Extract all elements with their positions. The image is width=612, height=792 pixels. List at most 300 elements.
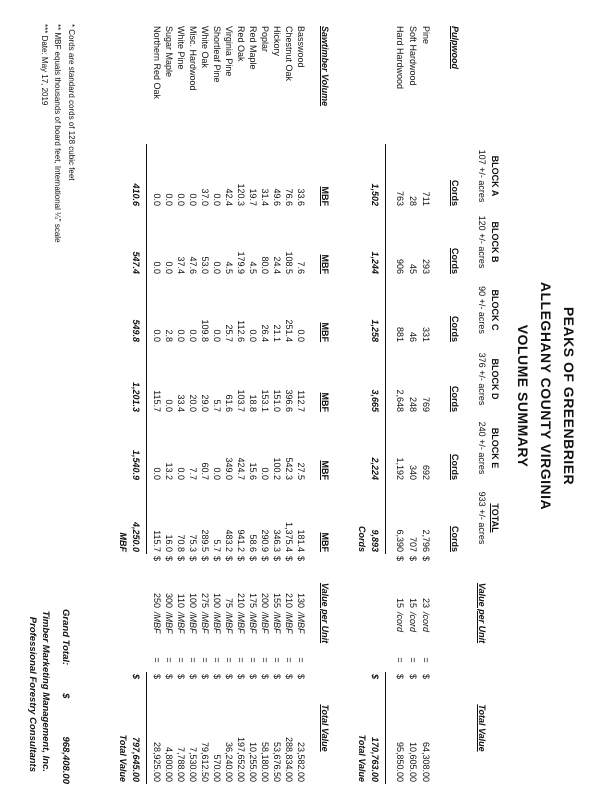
footnote-cords: * Cords are standard cords of 128 cubic feet: [67, 24, 76, 181]
volume-value-cell: 906: [395, 258, 405, 274]
volume-total-cell: 70.8: [176, 534, 186, 552]
currency-symbol: $: [272, 674, 282, 680]
sawtimber-rows: [151, 24, 307, 784]
unit-rate-cell: 100: [188, 592, 198, 608]
volume-value-cell: 28: [408, 195, 418, 206]
rate-unit-cell: /MBF: [260, 612, 270, 634]
pulpwood-totals-row: [369, 24, 386, 784]
row-total-value-cell: 570.00: [212, 754, 222, 782]
currency-symbol: $: [248, 556, 258, 562]
block-a-header: BLOCK A: [490, 155, 500, 197]
empty-cell: [449, 672, 464, 784]
unit-rate-cell: 175: [248, 592, 258, 608]
sawtimber-total-value: 797,645.00: [130, 692, 147, 784]
row-total-value-cell: 64,308.00: [421, 741, 431, 782]
species-row: [295, 24, 307, 784]
volume-value-cell: 0.0: [152, 329, 162, 342]
volume-value-cell: 293: [421, 258, 431, 274]
volume-value-cell: 0.0: [164, 261, 174, 274]
equals-symbol: =: [284, 657, 294, 663]
empty-cell: [369, 24, 386, 144]
unit-rate-cell: 23: [421, 597, 431, 608]
total-column-header: TOTAL: [490, 503, 500, 533]
volume-value-cell: 33.6: [296, 188, 306, 206]
empty-cell: [476, 24, 489, 144]
volume-value-cell: 0.0: [164, 193, 174, 206]
pulpwood-rows: [394, 24, 433, 784]
sawtimber-total-block-e: 1,540.9: [130, 414, 147, 482]
block-c-header: BLOCK C: [490, 289, 500, 331]
volume-total-cell: 16.0: [164, 534, 174, 552]
volume-total-cell: 75.3: [188, 534, 198, 552]
species-row: [420, 24, 433, 784]
volume-total-cell: 6,390: [395, 529, 405, 552]
row-total-value-cell: 28,925.00: [152, 741, 162, 782]
title-line-3: VOLUME SUMMARY: [515, 324, 531, 468]
row-total-value-cell: 197,652.00: [236, 736, 246, 782]
volume-value-cell: 0.0: [212, 467, 222, 480]
volume-total-cell: 707: [408, 536, 418, 552]
volume-total-cell: 346.3: [272, 529, 282, 552]
spacer: [386, 24, 395, 784]
species-row: [394, 24, 407, 784]
currency-symbol: $: [212, 556, 222, 562]
volume-value-cell: 248: [408, 396, 418, 412]
species-name-cell: Hard Hardwood: [395, 26, 405, 90]
currency-symbol: $: [200, 556, 210, 562]
block-e-acres: 240 +/- acres: [477, 421, 487, 475]
volume-value-cell: 49.6: [272, 188, 282, 206]
currency-symbol: $: [296, 674, 306, 680]
volume-value-cell: 45: [408, 263, 418, 274]
currency-symbol: $: [188, 674, 198, 680]
volume-total-cell: 181.4: [296, 529, 306, 552]
volume-value-cell: 15.6: [248, 462, 258, 480]
grand-total-label: Grand Total:: [60, 609, 71, 666]
species-name-cell: Red Oak: [236, 26, 246, 62]
pulpwood-total-value: 170,763.00: [369, 692, 386, 784]
spacer-row: [433, 24, 449, 784]
volume-value-cell: 349.0: [224, 457, 234, 480]
unit-rate-cell: 275: [200, 592, 210, 608]
title-line-1: PEAKS OF GREENBRIER: [561, 306, 577, 486]
currency-symbol: $: [421, 674, 431, 680]
currency-symbol: $: [152, 556, 162, 562]
volume-value-cell: 153.1: [260, 389, 270, 412]
species-row: [283, 24, 295, 784]
currency-symbol: $: [224, 556, 234, 562]
volume-value-cell: 0.0: [176, 329, 186, 342]
currency-symbol: $: [296, 556, 306, 562]
pulpwood-totals-label-row: [356, 24, 369, 784]
cords-subheader: Cords: [450, 315, 460, 342]
grand-total-amount: 968,408.00: [60, 736, 71, 784]
row-total-value-cell: 36,240.00: [224, 741, 234, 782]
company-name: Timber Marketing Management, Inc.: [40, 610, 51, 772]
species-name-cell: Northern Red Oak: [152, 26, 162, 100]
empty-cell: [356, 554, 369, 672]
empty-cell: [356, 24, 369, 482]
currency-symbol: $: [164, 674, 174, 680]
equals-symbol: =: [188, 657, 198, 663]
company-signature: [26, 24, 52, 772]
volume-value-cell: 0.0: [212, 261, 222, 274]
rate-unit-cell: /MBF: [188, 612, 198, 634]
species-name-cell: Red Maple: [248, 26, 258, 70]
corner-empty-cell: [489, 24, 502, 144]
volume-value-cell: 112.7: [296, 390, 306, 412]
rate-unit-cell: /MBF: [200, 612, 210, 634]
species-name-cell: Basswood: [296, 26, 306, 68]
volume-value-cell: 0.0: [152, 261, 162, 274]
volume-value-cell: 46: [408, 331, 418, 342]
species-row: [151, 24, 163, 784]
volume-value-cell: 112.6: [236, 320, 246, 342]
equals-symbol: =: [176, 657, 186, 663]
pulpwood-section-label: Pulpwood: [450, 26, 460, 69]
currency-symbol: $: [284, 556, 294, 562]
empty-cell: [117, 24, 130, 482]
sawtimber-total-block-b: 547.4: [130, 208, 147, 276]
currency-symbol: $: [212, 674, 222, 680]
pulpwood-total-unit-label: Cords: [357, 525, 367, 552]
volume-value-cell: 13.2: [164, 462, 174, 480]
pulpwood-total-block-d: 3,665: [369, 344, 386, 414]
value-per-unit-header: Value per Unit: [477, 582, 487, 644]
equals-symbol: =: [212, 657, 222, 663]
unit-rate-cell: 250: [152, 592, 162, 608]
spacer: [307, 24, 319, 784]
volume-value-cell: 0.0: [152, 193, 162, 206]
volume-value-cell: 25.7: [224, 324, 234, 342]
rate-unit-cell: /MBF: [272, 612, 282, 634]
currency-symbol: $: [272, 556, 282, 562]
empty-cell: [449, 554, 464, 672]
cords-subheader: Cords: [450, 453, 460, 480]
currency-symbol: $: [395, 556, 405, 562]
volume-value-cell: 80.0: [260, 256, 270, 274]
volume-total-cell: 941.2: [236, 529, 246, 552]
spacer: [433, 24, 449, 784]
volume-value-cell: 109.8: [200, 319, 210, 342]
volume-value-cell: 2.8: [164, 329, 174, 342]
currency-symbol: $: [224, 674, 234, 680]
species-row: [187, 24, 199, 784]
species-row: [211, 24, 223, 784]
row-total-value-cell: 288,834.00: [284, 736, 294, 782]
rate-unit-cell: /MBF: [176, 612, 186, 634]
currency-symbol: $: [284, 674, 294, 680]
unit-rate-cell: 130: [296, 592, 306, 608]
volume-value-cell: 340: [408, 464, 418, 480]
pulpwood-total-all-blocks: 9,893: [369, 482, 386, 554]
volume-value-cell: 19.7: [248, 188, 258, 206]
row-total-value-cell: 10,255.00: [248, 741, 258, 782]
species-name-cell: Pine: [421, 26, 431, 45]
currency-symbol: $: [200, 674, 210, 680]
pulpwood-total-block-e: 2,224: [369, 414, 386, 482]
spacer-row: [464, 24, 476, 784]
volume-value-cell: 0.0: [248, 329, 258, 342]
pulpwood-total-block-b: 1,244: [369, 208, 386, 276]
volume-value-cell: 0.0: [176, 467, 186, 480]
block-b-acres: 120 +/- acres: [477, 215, 487, 269]
row-total-value-cell: 79,612.50: [200, 741, 210, 782]
volume-value-cell: 7.6: [296, 261, 306, 274]
rate-unit-cell: /MBF: [296, 612, 306, 634]
species-name-cell: Shortleaf Pine: [212, 26, 222, 83]
row-total-value-cell: 4,800.00: [164, 746, 174, 782]
volume-value-cell: 60.7: [200, 462, 210, 480]
volume-value-cell: 27.5: [296, 462, 306, 480]
volume-value-cell: 0.0: [188, 193, 198, 206]
species-row: [163, 24, 175, 784]
pulpwood-total-block-a: 1,502: [369, 144, 386, 208]
document-title: [511, 0, 580, 792]
equals-symbol: =: [260, 657, 270, 663]
volume-value-cell: 0.0: [152, 467, 162, 480]
currency-symbol: $: [176, 674, 186, 680]
spacer: [464, 24, 476, 784]
volume-total-cell: 2,796: [421, 529, 431, 552]
spacer-row: [307, 24, 319, 784]
title-line-2: ALLEGHANY COUNTY VIRGINIA: [538, 281, 554, 511]
volume-total-cell: 290.9: [260, 529, 270, 552]
sawtimber-total-value-label: Total Value: [118, 734, 128, 782]
volume-value-cell: 151.0: [272, 389, 282, 412]
equals-symbol: =: [164, 657, 174, 663]
volume-value-cell: 396.6: [284, 389, 294, 412]
currency-symbol: $: [130, 672, 147, 692]
mbf-subheader: MBF: [320, 322, 330, 342]
species-row: [259, 24, 271, 784]
equals-symbol: =: [395, 657, 405, 663]
volume-value-cell: 61.6: [224, 394, 234, 412]
sawtimber-totals-row: [130, 24, 147, 784]
species-name-cell: Misc. Hardwood: [188, 26, 198, 91]
volume-value-cell: 881: [395, 326, 405, 342]
currency-symbol: $: [164, 556, 174, 562]
currency-symbol: $: [260, 674, 270, 680]
species-name-cell: Soft Hardwood: [408, 26, 418, 86]
volume-value-cell: 120.3: [236, 183, 246, 206]
volume-value-cell: 26.4: [260, 324, 270, 342]
volume-value-cell: 0.0: [260, 467, 270, 480]
currency-symbol: $: [369, 672, 386, 692]
volume-value-cell: 33.4: [176, 394, 186, 412]
volume-value-cell: 76.6: [284, 188, 294, 206]
mbf-subheader: MBF: [320, 254, 330, 274]
block-d-header: BLOCK D: [490, 358, 500, 400]
species-name-cell: Hickory: [272, 26, 282, 57]
volume-value-cell: 18.8: [248, 394, 258, 412]
volume-value-cell: 31.4: [260, 188, 270, 206]
sawtimber-total-value-header: Total Value: [320, 704, 330, 752]
sawtimber-totals-section: [117, 24, 151, 784]
empty-cell: [130, 24, 147, 144]
sawtimber-section-label: Sawtimber Volume: [320, 26, 330, 107]
volume-value-cell: 692: [421, 464, 431, 480]
species-row: [407, 24, 420, 784]
pulpwood-total-value-label: Total Value: [357, 734, 367, 782]
grand-total-currency: $: [60, 693, 71, 699]
unit-rate-cell: 155: [272, 592, 282, 608]
equals-symbol: =: [272, 657, 282, 663]
volume-value-cell: 37.4: [176, 256, 186, 274]
volume-value-cell: 0.0: [212, 193, 222, 206]
mbf-subheader: MBF: [320, 460, 330, 480]
row-total-value-cell: 53,676.50: [272, 741, 282, 782]
currency-symbol: $: [395, 674, 405, 680]
equals-symbol: =: [236, 657, 246, 663]
sawtimber-total-block-a: 410.6: [130, 144, 147, 208]
currency-symbol: $: [188, 556, 198, 562]
unit-rate-cell: 15: [395, 597, 405, 608]
volume-value-cell: 542.3: [284, 457, 294, 480]
unit-rate-cell: 200: [260, 592, 270, 608]
volume-value-cell: 29.0: [200, 394, 210, 412]
species-name-cell: Sugar Maple: [164, 26, 174, 78]
volume-total-cell: 58.6: [248, 534, 258, 552]
empty-cell: [117, 554, 130, 672]
equals-symbol: =: [421, 657, 431, 663]
sawtimber-total-all-blocks: 4,250.0: [130, 482, 147, 554]
block-name-header-row: [489, 24, 502, 784]
species-name-cell: Chestnut Oak: [284, 26, 294, 82]
sawtimber-section-header-row: [319, 24, 334, 784]
block-c-acres: 90 +/- acres: [477, 286, 487, 334]
row-total-value-cell: 7,530.00: [188, 746, 198, 782]
pulpwood-totals-section: [307, 24, 394, 784]
rate-unit-cell: /MBF: [224, 612, 234, 634]
block-b-header: BLOCK B: [490, 221, 500, 263]
volume-value-cell: 5.7: [212, 399, 222, 412]
species-row: [223, 24, 235, 784]
volume-summary-table: [117, 24, 502, 784]
volume-value-cell: 24.4: [272, 256, 282, 274]
pulpwood-total-block-c: 1,258: [369, 276, 386, 344]
volume-total-cell: 1,375.4: [284, 521, 294, 552]
footnote-mbf: ** MBF equals thousands of board feet, International ¼" scale: [53, 24, 63, 243]
cords-subheader: Cords: [450, 385, 460, 412]
rate-unit-cell: /MBF: [284, 612, 294, 634]
species-row: [247, 24, 259, 784]
volume-value-cell: 1,192: [395, 457, 405, 480]
unit-rate-cell: 300: [164, 592, 174, 608]
volume-value-cell: 7.7: [188, 467, 198, 480]
rate-unit-cell: /MBF: [212, 612, 222, 634]
volume-value-cell: 100.2: [272, 457, 282, 480]
volume-value-cell: 21.1: [272, 324, 282, 342]
block-a-acres: 107 +/- acres: [477, 149, 487, 203]
sawtimber-total-block-c: 549.8: [130, 276, 147, 344]
row-total-value-cell: 23,582.00: [296, 741, 306, 782]
rate-unit-cell: /cord: [395, 612, 405, 633]
volume-value-cell: 179.9: [236, 251, 246, 274]
company-tagline: Professional Forestry Consultants: [27, 616, 38, 772]
unit-rate-cell: 210: [284, 592, 294, 608]
spacer-row: [386, 24, 395, 784]
equals-symbol: =: [152, 657, 162, 663]
unit-rate-cell: 110: [176, 593, 186, 608]
volume-value-cell: 47.6: [188, 256, 198, 274]
currency-symbol: $: [248, 674, 258, 680]
currency-symbol: $: [236, 556, 246, 562]
row-total-value-cell: 58,180.00: [260, 741, 270, 782]
unit-rate-cell: 210: [236, 592, 246, 608]
sawtimber-total-unit-label: MBF: [118, 532, 128, 552]
cords-subheader: Cords: [450, 179, 460, 206]
species-name-cell: Poplar: [260, 26, 270, 53]
rate-unit-cell: /MBF: [152, 612, 162, 634]
volume-value-cell: 2,648: [395, 389, 405, 412]
block-d-acres: 376 +/- acres: [477, 352, 487, 406]
header-section: [433, 24, 502, 784]
volume-value-cell: 331: [421, 326, 431, 342]
currency-symbol: $: [152, 674, 162, 680]
volume-total-cell: 483.2: [224, 529, 234, 552]
rate-unit-cell: /cord: [408, 612, 418, 633]
species-row: [175, 24, 187, 784]
currency-symbol: $: [421, 556, 431, 562]
unit-rate-cell: 15: [408, 597, 418, 608]
currency-symbol: $: [408, 556, 418, 562]
spacer: [334, 24, 356, 784]
block-e-header: BLOCK E: [490, 427, 500, 469]
currency-symbol: $: [236, 674, 246, 680]
equals-symbol: =: [296, 657, 306, 663]
volume-value-cell: 4.5: [224, 261, 234, 274]
footnote-date: *** Date: May 17, 2019: [40, 24, 49, 106]
row-total-value-cell: 10,605.00: [408, 741, 418, 782]
equals-symbol: =: [224, 657, 234, 663]
unit-rate-cell: 75: [224, 597, 234, 608]
volume-total-cell: 115.7: [152, 530, 162, 552]
volume-value-cell: 763: [395, 190, 405, 206]
volume-value-cell: 0.0: [188, 329, 198, 342]
mbf-subheader: MBF: [320, 532, 330, 552]
mbf-subheader: MBF: [320, 392, 330, 412]
volume-value-cell: 42.4: [224, 188, 234, 206]
volume-value-cell: 0.0: [296, 329, 306, 342]
species-row: [271, 24, 283, 784]
unit-rate-cell: 100: [212, 592, 222, 608]
volume-value-cell: 115.7: [152, 390, 162, 412]
currency-symbol: $: [176, 556, 186, 562]
sawtimber-value-per-unit-header: Value per Unit: [320, 582, 330, 644]
sawtimber-totals-label-row: [117, 24, 130, 784]
volume-value-cell: 0.0: [212, 329, 222, 342]
row-total-value-cell: 95,850.00: [395, 741, 405, 782]
currency-symbol: $: [408, 674, 418, 680]
species-name-cell: White Oak: [200, 26, 210, 69]
volume-value-cell: 108.5: [284, 251, 294, 274]
volume-value-cell: 37.0: [200, 188, 210, 206]
equals-symbol: =: [408, 657, 418, 663]
species-name-cell: Virginia Pine: [224, 26, 234, 77]
volume-value-cell: 251.4: [284, 319, 294, 342]
volume-value-cell: 769: [421, 396, 431, 412]
rate-unit-cell: /MBF: [236, 612, 246, 634]
species-row: [235, 24, 247, 784]
volume-total-cell: 289.5: [200, 529, 210, 552]
rate-unit-cell: /cord: [421, 612, 431, 633]
rate-unit-cell: /MBF: [248, 612, 258, 634]
spacer-row: [334, 24, 356, 784]
pulpwood-section-header-row: [449, 24, 464, 784]
empty-cell: [130, 554, 147, 672]
volume-value-cell: 424.7: [236, 457, 246, 480]
